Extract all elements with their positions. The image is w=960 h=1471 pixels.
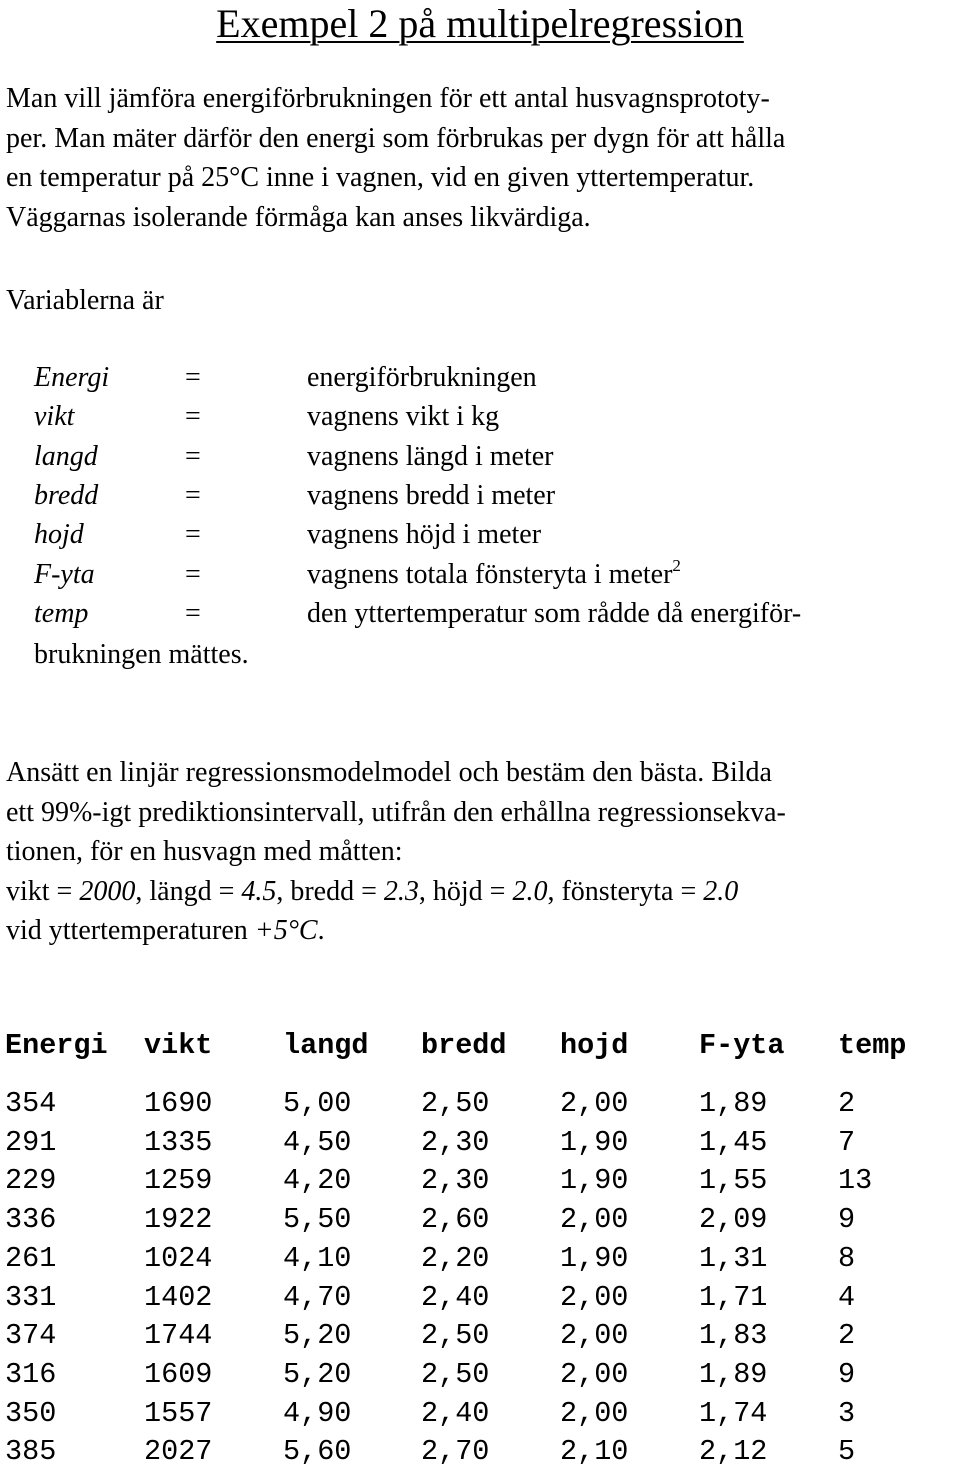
variable-definition <box>0 594 960 633</box>
variable-description <box>307 437 553 476</box>
table-cell: 2,20 <box>421 1241 490 1275</box>
variable-description-text: vagnens vikt i kg <box>307 401 500 433</box>
page-title: Exempel 2 på multipelregression <box>216 1 744 46</box>
table-cell: 2,40 <box>421 1280 490 1314</box>
table-cell: 2,30 <box>421 1164 490 1198</box>
table-cell: 354 <box>5 1087 57 1120</box>
table-cell: 2,09 <box>699 1203 768 1237</box>
table-cell: 1335 <box>144 1125 213 1159</box>
variable-name: hojd <box>34 519 84 551</box>
table-row <box>5 1279 955 1317</box>
table-cell: 1,45 <box>699 1125 768 1159</box>
table-cell: 2027 <box>144 1435 213 1469</box>
table-cell: 1,89 <box>699 1087 768 1120</box>
table-cell: 331 <box>5 1280 57 1314</box>
table-cell: 1,31 <box>699 1241 768 1275</box>
task-line: Ansätt en linjär regressionsmodelmodel och bestäm den bästa. Bilda <box>6 757 772 788</box>
column-header: F-yta <box>699 1029 785 1062</box>
table-cell: 2,70 <box>421 1435 490 1469</box>
variable-definition <box>0 358 960 397</box>
table-cell: 2,00 <box>560 1319 629 1353</box>
table-cell: 1744 <box>144 1319 213 1353</box>
table-cell: 2 <box>838 1087 856 1120</box>
equals-sign: = <box>185 401 201 433</box>
table-cell: 2,00 <box>560 1357 629 1391</box>
vikt-value: 2000 <box>79 875 136 907</box>
table-cell: 316 <box>5 1357 57 1391</box>
table-cell: 1,89 <box>699 1357 768 1391</box>
equals-sign: = <box>185 519 201 551</box>
equals-sign: = <box>185 440 201 472</box>
table-cell: 9 <box>838 1357 856 1391</box>
table-header-row <box>5 1027 955 1065</box>
variable-description <box>307 358 537 397</box>
temperature-label: vid yttertemperaturen <box>6 915 255 946</box>
variable-continuation: brukningen mättes. <box>34 639 249 670</box>
table-cell: 2,40 <box>421 1396 490 1430</box>
variable-definition <box>0 515 960 554</box>
variable-description-text: vagnens bredd i meter <box>307 479 556 511</box>
table-cell: 1922 <box>144 1203 213 1237</box>
variable-description <box>307 476 555 515</box>
variable-name: F-yta <box>34 558 95 590</box>
hojd-value: 2.0 <box>512 875 548 907</box>
table-cell: 2,10 <box>560 1435 629 1469</box>
table-cell: 1,90 <box>560 1125 629 1159</box>
table-cell: 1609 <box>144 1357 213 1391</box>
table-cell: 5,50 <box>283 1203 352 1237</box>
intro-line: Väggarnas isolerande förmåga kan anses likvärdiga. <box>6 201 591 233</box>
bredd-value: 2.3 <box>383 875 419 907</box>
variable-name: vikt <box>34 401 75 433</box>
variable-description-text: vagnens totala fönsteryta i meter <box>307 558 673 590</box>
task-paragraph <box>6 753 956 951</box>
table-cell: 336 <box>5 1203 57 1237</box>
column-header: Energi <box>5 1029 108 1062</box>
intro-paragraph <box>6 79 956 237</box>
fonster-value: 2.0 <box>703 875 739 907</box>
table-cell: 5,00 <box>283 1087 352 1120</box>
table-cell: 13 <box>838 1164 873 1198</box>
unit-exponent: 2 <box>672 555 681 575</box>
table-cell: 261 <box>5 1241 57 1275</box>
variable-definition <box>0 437 960 476</box>
table-row <box>5 1085 955 1123</box>
variable-name: langd <box>34 440 98 472</box>
task-line-temperature <box>6 911 956 951</box>
variables-heading: Variablerna är <box>6 285 164 316</box>
hojd-label: , höjd = <box>418 875 513 907</box>
equals-sign: = <box>185 558 201 590</box>
table-cell: 1,90 <box>560 1241 629 1275</box>
table-cell: 350 <box>5 1396 57 1430</box>
variable-name: bredd <box>34 479 99 511</box>
table-row <box>5 1356 955 1394</box>
table-cell: 2,50 <box>421 1319 490 1353</box>
table-cell: 4,90 <box>283 1396 352 1430</box>
variable-name: Energi <box>34 362 110 393</box>
table-cell: 1,74 <box>699 1396 768 1430</box>
task-line: tionen, för en husvagn med måtten: <box>6 836 403 867</box>
variable-description <box>307 555 681 594</box>
column-header: langd <box>283 1029 369 1062</box>
table-row <box>5 1124 955 1162</box>
variable-definition <box>0 555 960 594</box>
table-row <box>5 1201 955 1239</box>
table-cell: 1,90 <box>560 1164 629 1198</box>
table-cell: 2,50 <box>421 1357 490 1391</box>
table-cell: 5,20 <box>283 1357 352 1391</box>
temperature-value: +5°C <box>254 915 318 946</box>
variable-definition <box>0 476 960 515</box>
table-cell: 2,00 <box>560 1396 629 1430</box>
equals-sign: = <box>185 362 201 393</box>
table-row <box>5 1433 955 1471</box>
bredd-label: , bredd = <box>276 875 384 907</box>
table-cell: 4,50 <box>283 1125 352 1159</box>
table-cell: 229 <box>5 1164 57 1198</box>
table-cell: 4,20 <box>283 1164 352 1198</box>
table-cell: 1024 <box>144 1241 213 1275</box>
table-cell: 3 <box>838 1396 856 1430</box>
table-cell: 2,12 <box>699 1435 768 1469</box>
table-cell: 4 <box>838 1280 856 1314</box>
variable-description-text: den yttertemperatur som rådde då energiför- <box>307 597 802 629</box>
fonster-label: , fönsteryta = <box>547 875 704 907</box>
variable-definition <box>0 397 960 436</box>
table-cell: 1,71 <box>699 1280 768 1314</box>
column-header: hojd <box>560 1029 629 1062</box>
table-cell: 5 <box>838 1435 856 1469</box>
table-cell: 2,30 <box>421 1125 490 1159</box>
table-cell: 1402 <box>144 1280 213 1314</box>
equals-sign: = <box>185 479 201 511</box>
variable-description-text: vagnens längd i meter <box>307 440 554 472</box>
table-cell: 2,00 <box>560 1203 629 1237</box>
intro-line: Man vill jämföra energiförbrukningen för ett antal husvagnsprototy- <box>6 83 770 114</box>
table-cell: 4,70 <box>283 1280 352 1314</box>
variable-description <box>307 594 801 633</box>
variable-description <box>307 397 499 436</box>
intro-line: en temperatur på 25°C inne i vagnen, vid en given yttertemperatur. <box>6 162 755 193</box>
table-cell: 2 <box>838 1319 856 1353</box>
table-row <box>5 1395 955 1433</box>
langd-value: 4.5 <box>241 875 277 907</box>
column-header: vikt <box>144 1029 213 1062</box>
table-cell: 7 <box>838 1125 856 1159</box>
equals-sign: = <box>185 597 201 629</box>
table-cell: 5,20 <box>283 1319 352 1353</box>
table-cell: 2,00 <box>560 1087 629 1120</box>
table-cell: 1557 <box>144 1396 213 1430</box>
table-cell: 4,10 <box>283 1241 352 1275</box>
table-cell: 2,50 <box>421 1087 490 1120</box>
table-cell: 385 <box>5 1435 57 1469</box>
task-line: ett 99%-igt prediktionsintervall, utifrån den erhållna regressionsekva- <box>6 796 786 828</box>
table-cell: 1690 <box>144 1087 213 1120</box>
column-header: temp <box>838 1029 907 1062</box>
variable-description <box>307 515 541 554</box>
langd-label: , längd = <box>135 875 242 907</box>
table-cell: 374 <box>5 1319 57 1353</box>
variable-name: temp <box>34 597 89 629</box>
vikt-label: vikt = <box>6 875 80 907</box>
intro-line: per. Man mäter därför den energi som förbrukas per dygn för att hålla <box>6 122 786 154</box>
temperature-end: . <box>317 915 325 946</box>
table-row <box>5 1240 955 1278</box>
table-cell: 5,60 <box>283 1435 352 1469</box>
table-row <box>5 1317 955 1355</box>
column-header: bredd <box>421 1029 507 1062</box>
variable-description-text: energiförbrukningen <box>307 362 537 393</box>
table-cell: 1,55 <box>699 1164 768 1198</box>
table-row <box>5 1162 955 1200</box>
table-cell: 1,83 <box>699 1319 768 1353</box>
task-line-measures <box>6 872 956 912</box>
variable-description-text: vagnens höjd i meter <box>307 519 542 551</box>
table-cell: 1259 <box>144 1164 213 1198</box>
table-cell: 8 <box>838 1241 856 1275</box>
table-cell: 2,00 <box>560 1280 629 1314</box>
table-cell: 291 <box>5 1125 57 1159</box>
table-cell: 9 <box>838 1203 856 1237</box>
table-cell: 2,60 <box>421 1203 490 1237</box>
